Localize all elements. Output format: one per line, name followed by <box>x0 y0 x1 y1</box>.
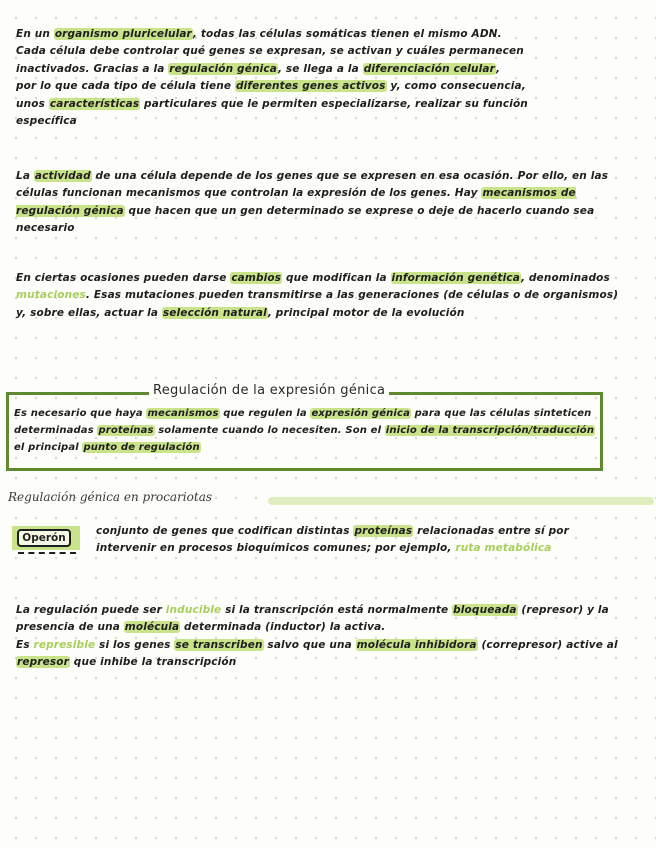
text: que regulen la <box>219 408 311 419</box>
section-underline <box>268 497 654 505</box>
highlight: diferenciación celular <box>363 62 495 75</box>
green-text: inducible <box>165 604 222 616</box>
highlight: información genética <box>391 272 520 284</box>
highlight: regulación génica <box>169 62 277 75</box>
operon-definition <box>96 523 626 558</box>
highlight: punto de regulación <box>83 442 200 453</box>
text: (represor) y la presencia de una <box>16 604 609 634</box>
green-text: mutaciones <box>16 289 86 302</box>
intro-paragraph <box>16 26 632 130</box>
text: relacionadas entre sí por intervenir en procesos bioquímicos comunes; por ejemplo, <box>96 525 569 555</box>
text: por lo que cada tipo de célula tiene <box>16 80 235 93</box>
text: específica <box>16 115 77 128</box>
text: que modifican la <box>282 272 391 284</box>
highlight: proteínas <box>98 425 154 436</box>
text: particulares que le permiten especializarse, realizar su función <box>140 97 528 110</box>
text: En ciertas ocasiones pueden darse <box>16 272 231 284</box>
text: Es <box>16 638 34 651</box>
green-text: ruta metabólica <box>455 542 552 555</box>
activity-paragraph <box>16 168 632 238</box>
highlight: diferentes genes activos <box>235 80 386 93</box>
text: , denominados <box>520 272 610 284</box>
text: si los genes <box>95 638 175 651</box>
text: si la transcripción está normalmente <box>221 604 453 616</box>
regulation-types-paragraph <box>16 602 632 672</box>
text: que hacen que un gen determinado se exprese o deje de hacerlo cuando sea necesario <box>16 204 595 235</box>
text: determinada (inductor) la activa. <box>180 621 386 634</box>
text: En un <box>16 28 54 40</box>
highlight: cambios <box>231 272 282 284</box>
highlight: selección natural <box>162 306 267 319</box>
text: , todas las células somáticas tienen el mismo ADN. <box>192 28 502 40</box>
text: solamente cuando lo necesiten. Son el <box>154 425 385 436</box>
highlight: proteínas <box>354 525 413 537</box>
highlight: inicio de la transcripción/traducción <box>385 425 595 436</box>
box-text <box>14 405 599 456</box>
operon-badge <box>12 526 84 556</box>
highlight: mecanismos de regulación génica <box>16 187 576 217</box>
text: el principal <box>14 442 83 453</box>
green-text: represible <box>33 638 96 651</box>
text: inactivados. Gracias a la <box>16 62 169 75</box>
text: y, como consecuencia, <box>386 80 526 93</box>
regulation-box <box>6 383 603 471</box>
highlight: represor <box>17 656 69 669</box>
text: , se llega a la <box>277 62 363 75</box>
text: que inhibe la transcripción <box>69 656 237 669</box>
text: . Esas mutaciones pueden transmitirse a las generaciones (de células o de organismos) y, sobre ellas, actuar la <box>16 289 619 319</box>
text: de una célula depende de los genes que se expresen en esa ocasión. Por ello, en las células funcionan mecanismos que controlan la expresión de los genes. Hay <box>16 170 609 200</box>
text: salvo que una <box>263 638 356 651</box>
badge-dashed-underline <box>18 552 76 554</box>
text: para que las células sinteticen determinadas <box>14 408 592 436</box>
text: Cada célula debe controlar qué genes se expresan, se activan y cuáles permanecen <box>16 45 524 58</box>
text: La regulación puede ser <box>16 604 166 616</box>
mutations-paragraph <box>16 270 632 322</box>
operon-label: Operón <box>17 529 71 547</box>
highlight: expresión génica <box>311 408 410 419</box>
text: conjunto de genes que codifican distintas <box>96 525 354 537</box>
text: , <box>495 62 501 75</box>
text: , principal motor de la evolución <box>267 306 465 319</box>
highlight: molécula inhibidora <box>356 638 477 651</box>
text: Es necesario que haya <box>14 408 147 419</box>
text: (correpresor) active al <box>477 638 618 651</box>
highlight: molécula <box>124 621 180 634</box>
highlight: bloqueada <box>453 604 517 616</box>
text: La <box>16 170 34 182</box>
highlight: actividad <box>34 170 91 182</box>
highlight: mecanismos <box>147 408 219 419</box>
box-title: Regulación de la expresión génica <box>149 383 389 398</box>
text: unos <box>16 97 49 110</box>
highlight: características <box>49 97 140 110</box>
section-title: Regulación génica en procariotas <box>8 490 212 504</box>
highlight: organismo pluricelular <box>54 28 192 40</box>
highlight: se transcriben <box>175 638 263 651</box>
